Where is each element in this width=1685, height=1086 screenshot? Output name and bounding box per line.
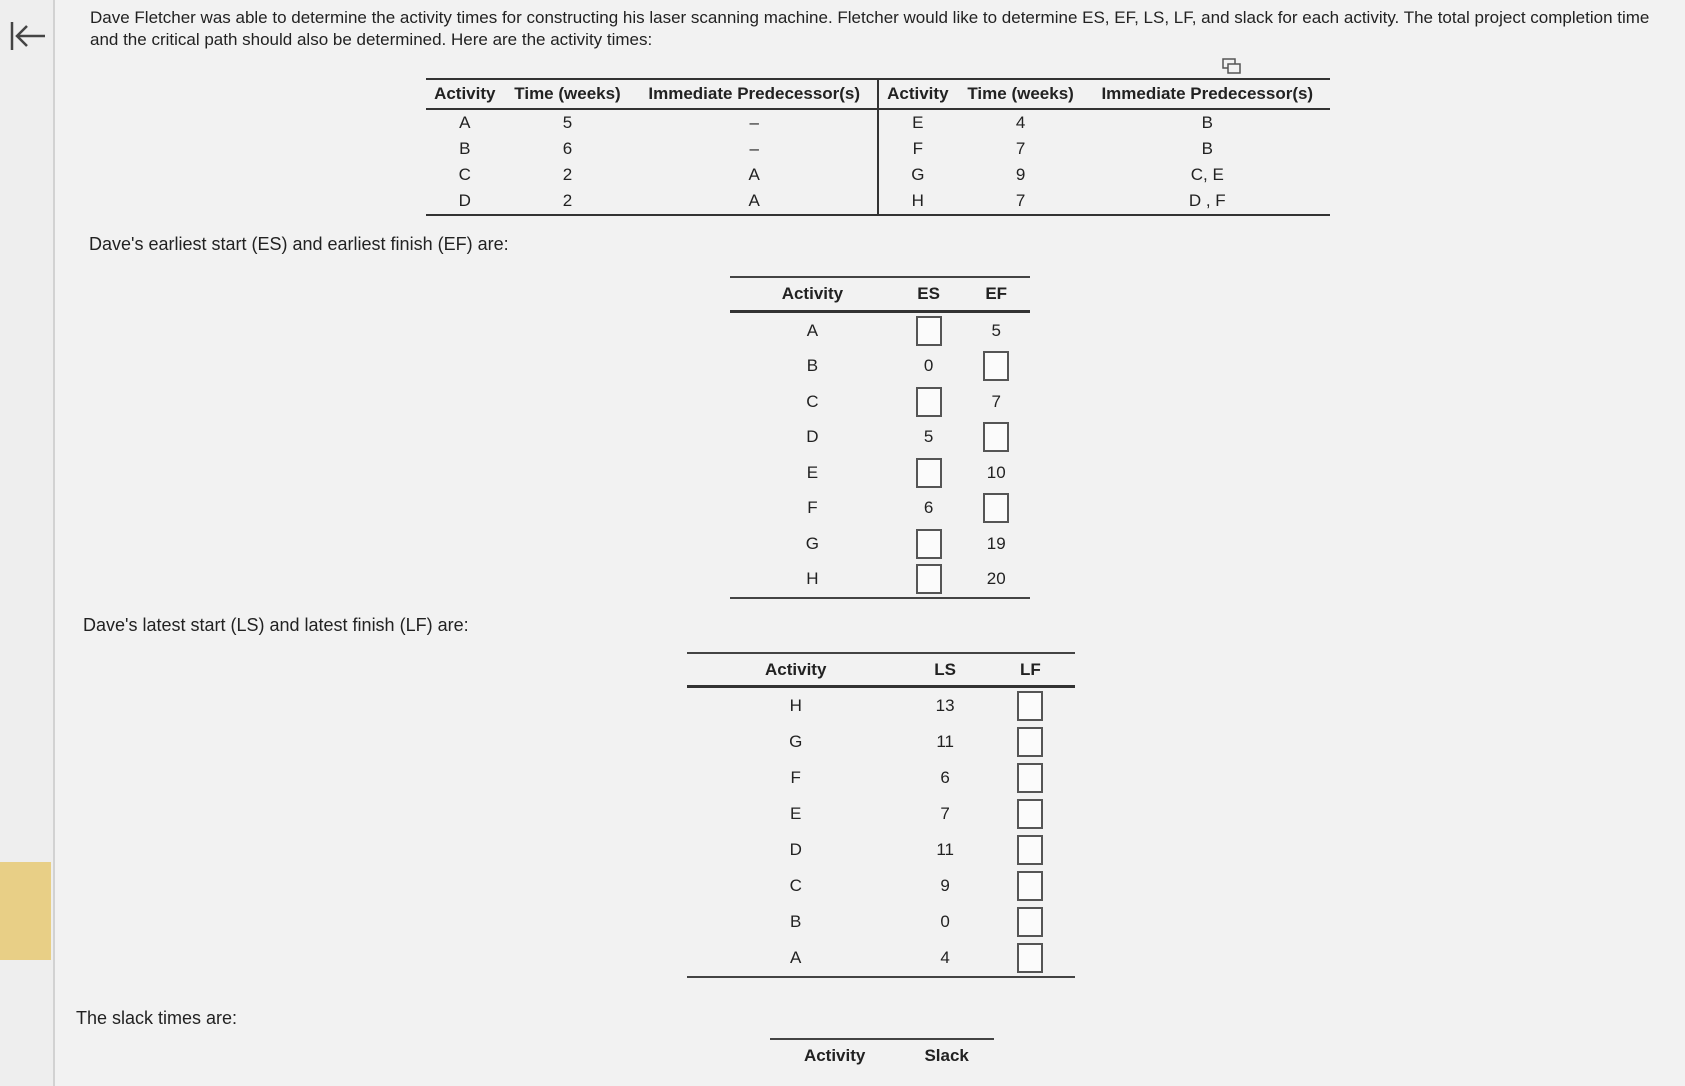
table-cell: H xyxy=(806,569,819,589)
answer-cell xyxy=(962,420,1030,456)
table-cell: A xyxy=(631,188,878,215)
table-cell: A xyxy=(806,320,819,340)
table-cell: E xyxy=(806,462,819,482)
table-cell: D xyxy=(458,191,471,210)
col-header: LF xyxy=(986,653,1075,687)
answer-cell xyxy=(986,904,1075,940)
table-cell: C, E xyxy=(1190,165,1224,184)
back-arrow-icon[interactable] xyxy=(8,18,48,54)
lf-input[interactable] xyxy=(1017,763,1043,793)
table-row xyxy=(730,420,1030,456)
table-row xyxy=(687,868,1075,904)
col-header: Slack xyxy=(924,1046,969,1065)
table-cell: B xyxy=(806,356,819,376)
es-input[interactable] xyxy=(916,564,942,594)
table-cell: 4 xyxy=(940,948,950,967)
table-cell: 6 xyxy=(940,768,950,787)
table-row xyxy=(730,349,1030,385)
table-cell: E xyxy=(912,113,924,132)
table-cell: E xyxy=(790,804,802,823)
table-header-row xyxy=(687,653,1075,687)
lf-input[interactable] xyxy=(1017,907,1043,937)
table-cell: D xyxy=(806,427,819,447)
table-cell: 2 xyxy=(562,165,573,184)
col-header: LS xyxy=(904,653,985,687)
table-cell: C xyxy=(806,391,819,411)
answer-cell xyxy=(895,526,963,562)
col-header: Immediate Predecessor(s) xyxy=(1085,79,1330,109)
es-ef-table-body xyxy=(730,312,1030,599)
table-cell: 11 xyxy=(936,732,954,751)
table-row xyxy=(730,562,1030,599)
slack-table xyxy=(770,1038,994,1072)
col-header: Immediate Predecessor(s) xyxy=(631,79,878,109)
table-cell: 9 xyxy=(1015,165,1026,184)
table-cell: D , F xyxy=(1188,191,1226,210)
table-row xyxy=(730,312,1030,349)
col-header: Time (weeks) xyxy=(504,79,632,109)
lf-input[interactable] xyxy=(1017,727,1043,757)
table-cell: 6 xyxy=(923,498,934,518)
table-cell: A xyxy=(459,113,471,132)
answer-cell xyxy=(986,940,1075,977)
table-cell: 13 xyxy=(935,696,955,715)
es-ef-label: Dave's earliest start (ES) and earliest finish (EF) are: xyxy=(89,234,509,254)
table-cell: 5 xyxy=(923,427,934,447)
table-cell: 0 xyxy=(923,356,934,376)
ef-input[interactable] xyxy=(983,493,1009,523)
table-cell: B xyxy=(1201,113,1213,132)
answer-cell xyxy=(895,384,963,420)
table-row xyxy=(687,724,1075,760)
table-cell: 11 xyxy=(936,840,954,859)
accent-tab[interactable] xyxy=(0,862,51,960)
lf-input[interactable] xyxy=(1017,691,1043,721)
table-row xyxy=(426,188,1330,215)
answer-cell xyxy=(895,562,963,599)
slack-label: The slack times are: xyxy=(76,1008,238,1028)
table-row xyxy=(730,384,1030,420)
table-cell: – xyxy=(631,109,878,136)
table-row xyxy=(730,455,1030,491)
table-row xyxy=(687,940,1075,977)
es-input[interactable] xyxy=(916,458,942,488)
table-cell: 20 xyxy=(986,569,1006,589)
col-header: Activity xyxy=(878,79,957,109)
table-cell: B xyxy=(459,139,471,158)
table-cell: 19 xyxy=(986,533,1006,553)
ls-lf-table xyxy=(687,652,1075,978)
table-cell: D xyxy=(789,840,802,859)
table-row xyxy=(426,109,1330,136)
table-cell: 4 xyxy=(1015,113,1026,132)
table-cell: 0 xyxy=(940,912,950,931)
ef-input[interactable] xyxy=(983,422,1009,452)
ef-input[interactable] xyxy=(983,351,1009,381)
table-row xyxy=(426,162,1330,188)
es-ef-table xyxy=(730,276,1030,599)
answer-cell xyxy=(986,760,1075,796)
table-cell: 7 xyxy=(1015,139,1026,158)
col-header: Activity xyxy=(426,79,504,109)
table-cell: 10 xyxy=(986,462,1006,482)
col-header: Activity xyxy=(687,653,904,687)
lf-input[interactable] xyxy=(1017,943,1043,973)
sidebar xyxy=(0,0,55,1086)
es-input[interactable] xyxy=(916,387,942,417)
answer-cell xyxy=(895,312,963,349)
table-cell: F xyxy=(912,139,924,158)
table-row xyxy=(730,526,1030,562)
table-cell: 7 xyxy=(991,391,1001,411)
table-header-row xyxy=(730,277,1030,312)
table-header-row xyxy=(770,1039,994,1072)
table-row xyxy=(687,687,1075,725)
table-cell: B xyxy=(1201,139,1213,158)
col-header: Time (weeks) xyxy=(957,79,1085,109)
es-input[interactable] xyxy=(916,316,942,346)
table-cell: 7 xyxy=(940,804,950,823)
table-cell: 6 xyxy=(562,139,573,158)
answer-cell xyxy=(986,832,1075,868)
table-row xyxy=(687,796,1075,832)
copy-icon[interactable] xyxy=(1222,58,1242,76)
table-header-row xyxy=(426,79,1330,109)
ls-lf-table-body xyxy=(687,687,1075,978)
table-cell: A xyxy=(631,162,878,188)
table-cell: A xyxy=(790,948,802,967)
table-cell: H xyxy=(911,191,924,210)
table-cell: 2 xyxy=(562,191,573,210)
table-row xyxy=(687,832,1075,868)
table-cell: C xyxy=(458,165,471,184)
table-row xyxy=(687,904,1075,940)
col-header: EF xyxy=(962,277,1030,312)
table-cell: 5 xyxy=(991,320,1001,340)
ls-lf-label: Dave's latest start (LS) and latest finish (LF) are: xyxy=(83,615,469,635)
answer-cell xyxy=(986,796,1075,832)
answer-cell xyxy=(895,455,963,491)
table-cell: – xyxy=(631,136,878,162)
table-row xyxy=(687,760,1075,796)
activity-times-table xyxy=(426,78,1330,216)
table-row xyxy=(426,136,1330,162)
problem-statement: Dave Fletcher was able to determine the activity times for constructing his laser scanning machine. Fletcher would like to determine ES, EF, LS, LF, and slack for each activity. The total project completion time and the critical path should also be determined. Here are the activity times: xyxy=(90,8,1650,49)
table-cell: 7 xyxy=(1015,191,1026,210)
table-cell: G xyxy=(789,732,803,751)
table-cell: F xyxy=(790,768,801,787)
lf-input[interactable] xyxy=(1017,871,1043,901)
table-cell: 5 xyxy=(562,113,573,132)
table-cell: B xyxy=(790,912,802,931)
col-header: Activity xyxy=(803,1046,866,1065)
table-cell: G xyxy=(805,533,820,553)
table-cell: H xyxy=(789,696,802,715)
answer-cell xyxy=(986,868,1075,904)
answer-cell xyxy=(986,687,1075,725)
lf-input[interactable] xyxy=(1017,799,1043,829)
es-input[interactable] xyxy=(916,529,942,559)
lf-input[interactable] xyxy=(1017,835,1043,865)
table-cell: F xyxy=(807,498,818,518)
answer-cell xyxy=(962,349,1030,385)
col-header: Activity xyxy=(730,277,895,312)
table-cell: C xyxy=(789,876,802,895)
col-header: ES xyxy=(895,277,963,312)
table-row xyxy=(730,491,1030,527)
table-cell: G xyxy=(911,165,925,184)
answer-cell xyxy=(962,491,1030,527)
table-cell: 9 xyxy=(940,876,950,895)
answer-cell xyxy=(986,724,1075,760)
